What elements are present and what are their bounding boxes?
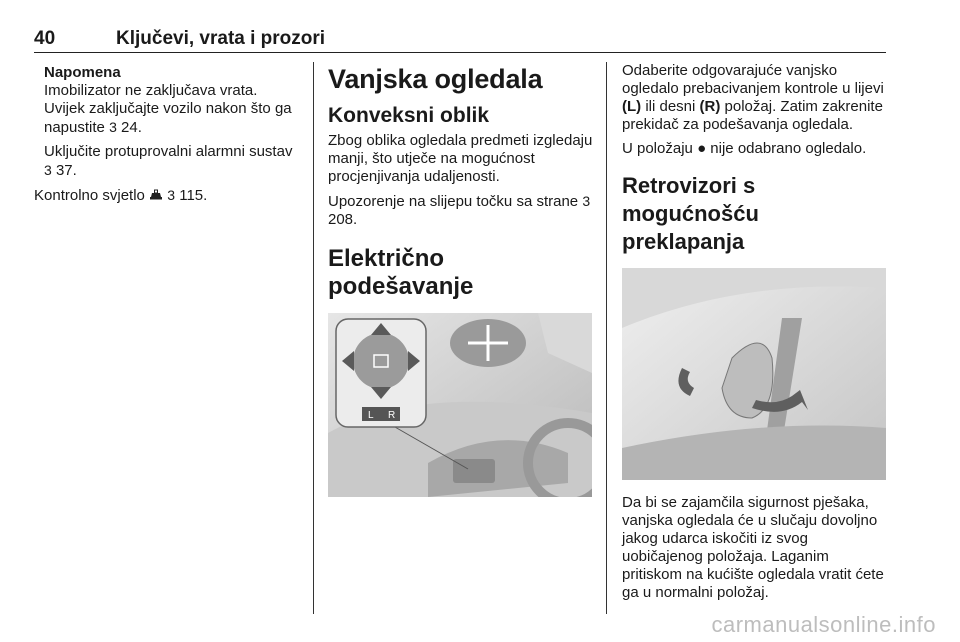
page-ref[interactable]: 115. bbox=[179, 187, 208, 204]
note-paragraph: Uključite protuprovalni alarmni sustav 3 37. bbox=[44, 143, 293, 179]
page-ref[interactable]: 24. bbox=[121, 119, 142, 136]
bullet-icon: ● bbox=[697, 140, 707, 157]
note-title: Napomena bbox=[44, 64, 121, 81]
car-lock-icon bbox=[149, 189, 163, 201]
paragraph: Zbog oblika ogledala predmeti izgledaju manji, što utječe na mogućnost procjenjivanja udaljenosti. bbox=[328, 132, 593, 185]
switch-label-left: L bbox=[368, 410, 374, 421]
column-divider bbox=[606, 62, 607, 614]
page-number: 40 bbox=[34, 28, 56, 49]
page-ref-icon: 3 bbox=[582, 193, 591, 209]
page-header bbox=[34, 26, 886, 53]
paragraph: Upozorenje na slijepu točku sa strane 3 208. bbox=[328, 193, 591, 228]
paragraph: Odaberite odgovarajuće vanjsko ogledalo prebacivanjem kontrole u lijevi (L) ili desni (R) položaj. Zatim zakrenite prekidač za podešavanja ogledala. bbox=[622, 62, 884, 133]
paragraph: Da bi se zajamčila sigurnost pješaka, vanjska ogledala će u slučaju dovoljno jakog udarca iskočiti iz svog uobičajenog položaja. Laganim pritiskom na kućište ogledala vratit ćete ga u normalni položaj. bbox=[622, 494, 884, 601]
column-1 bbox=[34, 62, 296, 211]
note-paragraph: Imobilizator ne zaključava vrata. Uvijek zaključajte vozilo nakon što ga napustite 3 24. bbox=[44, 82, 292, 136]
chapter-title: Ključevi, vrata i prozori bbox=[116, 28, 326, 49]
page-ref-icon: 3 bbox=[109, 119, 117, 135]
column-divider bbox=[313, 62, 314, 614]
column-3 bbox=[622, 62, 887, 608]
page-ref[interactable]: 208. bbox=[328, 211, 358, 228]
column-2 bbox=[328, 62, 594, 497]
section-heading: Električno podešavanje bbox=[328, 245, 474, 300]
switch-label-right: R bbox=[388, 410, 396, 421]
section-heading: Vanjska ogledala bbox=[328, 64, 543, 94]
watermark: carmanualsonline.info bbox=[711, 612, 936, 637]
page-ref[interactable]: 37. bbox=[55, 162, 77, 179]
folding-mirror-illustration bbox=[622, 268, 886, 480]
paragraph: U položaju ● nije odabrano ogledalo. bbox=[622, 140, 867, 157]
section-heading: Retrovizori s mogućnošću preklapanja bbox=[622, 173, 759, 254]
mirror-switch-illustration bbox=[328, 313, 592, 497]
page-ref-icon: 3 bbox=[44, 162, 52, 178]
subsection-heading: Konveksni oblik bbox=[328, 104, 490, 127]
page-ref-icon: 3 bbox=[167, 187, 176, 203]
paragraph: Kontrolno svjetlo 3 115. bbox=[34, 187, 208, 204]
